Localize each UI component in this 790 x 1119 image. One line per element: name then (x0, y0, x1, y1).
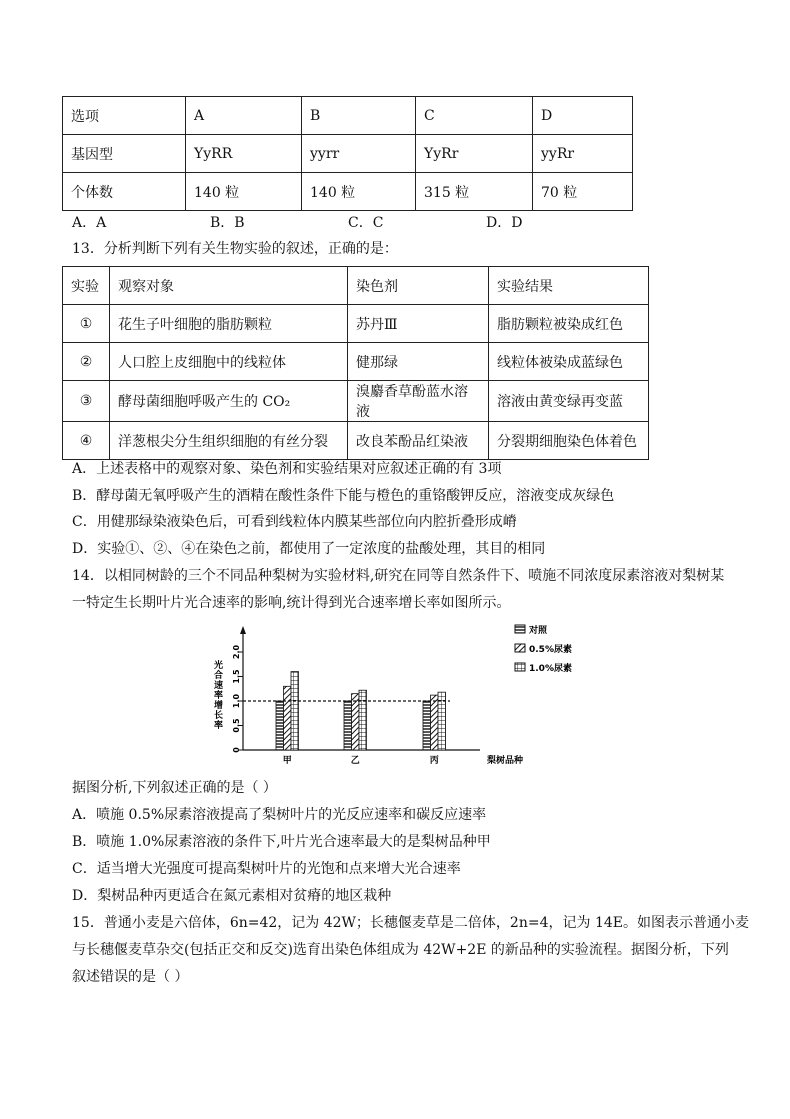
table-cell: 选项 (63, 97, 186, 135)
table-cell: yyrr (302, 135, 416, 173)
table-cell: 健那绿 (348, 343, 489, 381)
table-cell: 洋葱根尖分生组织细胞的有丝分裂 (110, 422, 348, 460)
bar-2-1 (431, 695, 439, 750)
table-row (63, 173, 633, 211)
table-row (63, 267, 649, 305)
q14-stem-line1: 14．以相同树龄的三个不同品种梨树为实验材料,研究在同等自然条件下、喷施不同浓度尿素溶液对梨树某 (72, 568, 725, 584)
table-cell: ④ (63, 422, 110, 460)
table-cell: 溴麝香草酚蓝水溶液 (348, 381, 489, 422)
q13-option-c: C．用健那绿染液染色后，可看到线粒体内膜某些部位向内腔折叠形成嵴 (72, 514, 517, 530)
q13-option-b: B．酵母菌无氧呼吸产生的酒精在酸性条件下能与橙色的重铬酸钾反应，溶液变成灰绿色 (72, 488, 615, 504)
table-cell: D (533, 97, 633, 135)
growth-rate-chart (205, 620, 595, 772)
table-cell: 分裂期细胞染色体着色 (489, 422, 649, 460)
q12-option-d: D．D (486, 215, 523, 231)
table-cell: 脂肪颗粒被染成红色 (489, 305, 649, 343)
legend-label-control: 对照 (529, 626, 548, 636)
table-cell: YyRr (416, 135, 533, 173)
table-row (63, 97, 633, 135)
y-axis-label: 光合速率增长率 (212, 660, 222, 730)
q12-option-a: A．A (72, 215, 107, 231)
q15-stem-line3: 叙述错误的是（ ） (72, 969, 189, 985)
q13-option-a: A．上述表格中的观察对象、染色剂和实验结果对应叙述正确的有 3项 (72, 461, 502, 477)
table-header: 实验 (63, 267, 110, 305)
bar-0-0 (276, 701, 284, 750)
table-row (63, 343, 649, 381)
table-row (63, 422, 649, 460)
q13-stem: 13．分析判断下列有关生物实验的叙述，正确的是： (72, 241, 398, 257)
q15-stem-line1: 15．普通小麦是六倍体，6n=42，记为 42W；长穗偃麦草是二倍体，2n=4，记为 14E。如图表示普通小麦 (72, 915, 749, 931)
table-cell: A (186, 97, 302, 135)
experiment-table (62, 266, 649, 460)
q15-stem-line2: 与长穗偃麦草杂交(包括正交和反交)选育出染色体组成为 42W+2E 的新品种的实验流程。据图分析，下列 (72, 942, 729, 958)
table-cell: 个体数 (63, 173, 186, 211)
table-cell: yyRr (533, 135, 633, 173)
table-header: 观察对象 (110, 267, 348, 305)
bar-1-2 (359, 690, 367, 750)
q12-option-b: B．B (210, 215, 245, 231)
bar-0-2 (291, 672, 299, 750)
table-row (63, 381, 649, 422)
q14-option-a: A．喷施 0.5%尿素溶液提高了梨树叶片的光反应速率和碳反应速率 (72, 807, 487, 823)
legend-label-05: 0.5%尿素 (529, 645, 572, 655)
table-header: 染色剂 (348, 267, 489, 305)
table-cell: ② (63, 343, 110, 381)
table-cell: 70 粒 (533, 173, 633, 211)
table-cell: 苏丹Ⅲ (348, 305, 489, 343)
legend-swatch-control (515, 625, 525, 633)
table-cell: 140 粒 (186, 173, 302, 211)
q14-option-d: D．梨树品种丙更适合在氮元素相对贫瘠的地区栽种 (72, 888, 392, 904)
table-header: 实验结果 (489, 267, 649, 305)
table-cell: 基因型 (63, 135, 186, 173)
table-cell: 人口腔上皮细胞中的线粒体 (110, 343, 348, 381)
table-cell: 140 粒 (302, 173, 416, 211)
x-category-label: 甲 (282, 756, 292, 766)
table-row (63, 135, 633, 173)
table-cell: 酵母菌细胞呼吸产生的 CO₂ (110, 381, 348, 422)
q14-question: 据图分析,下列叙述正确的是（ ） (72, 780, 277, 796)
y-axis-arrow (240, 626, 246, 634)
legend-swatch-05 (515, 644, 525, 652)
table-cell: 改良苯酚品红染液 (348, 422, 489, 460)
x-category-label: 丙 (429, 756, 439, 766)
q14-stem-line2: 一特定生长期叶片光合速率的影响,统计得到光合速率增长率如图所示。 (72, 595, 511, 611)
table-row (63, 305, 649, 343)
bar-0-1 (284, 686, 292, 750)
bar-1-1 (352, 694, 360, 750)
table-cell: 花生子叶细胞的脂肪颗粒 (110, 305, 348, 343)
y-tick-label: 0 (231, 747, 241, 753)
table-cell: ③ (63, 381, 110, 422)
y-tick-label: 1.0 (231, 693, 241, 709)
x-category-label: 乙 (350, 756, 360, 766)
bar-1-0 (344, 701, 352, 750)
legend-swatch-10 (515, 663, 525, 671)
y-tick-label: 1.5 (231, 669, 241, 684)
q14-option-b: B．喷施 1.0%尿素溶液的条件下,叶片光合速率最大的是梨树品种甲 (72, 834, 491, 850)
table-cell: 溶液由黄变绿再变蓝 (489, 381, 649, 422)
y-tick-label: 0.5 (231, 718, 241, 733)
q13-option-d: D．实验①、②、④在染色之前，都使用了一定浓度的盐酸处理，其目的相同 (72, 541, 546, 557)
legend-label-10: 1.0%尿素 (529, 664, 572, 674)
genotype-table (62, 96, 633, 211)
table-cell: 315 粒 (416, 173, 533, 211)
table-cell: 线粒体被染成蓝绿色 (489, 343, 649, 381)
q14-option-c: C．适当增大光强度可提高梨树叶片的光饱和点来增大光合速率 (72, 861, 461, 877)
table-cell: B (302, 97, 416, 135)
table-cell: C (416, 97, 533, 135)
y-tick-label: 2.0 (231, 644, 241, 660)
table-cell: ① (63, 305, 110, 343)
table-cell: YyRR (186, 135, 302, 173)
bar-2-0 (423, 701, 431, 750)
x-axis-label: 梨树品种 (487, 756, 524, 766)
chart-legend (515, 624, 572, 674)
q12-option-c: C．C (348, 215, 384, 231)
